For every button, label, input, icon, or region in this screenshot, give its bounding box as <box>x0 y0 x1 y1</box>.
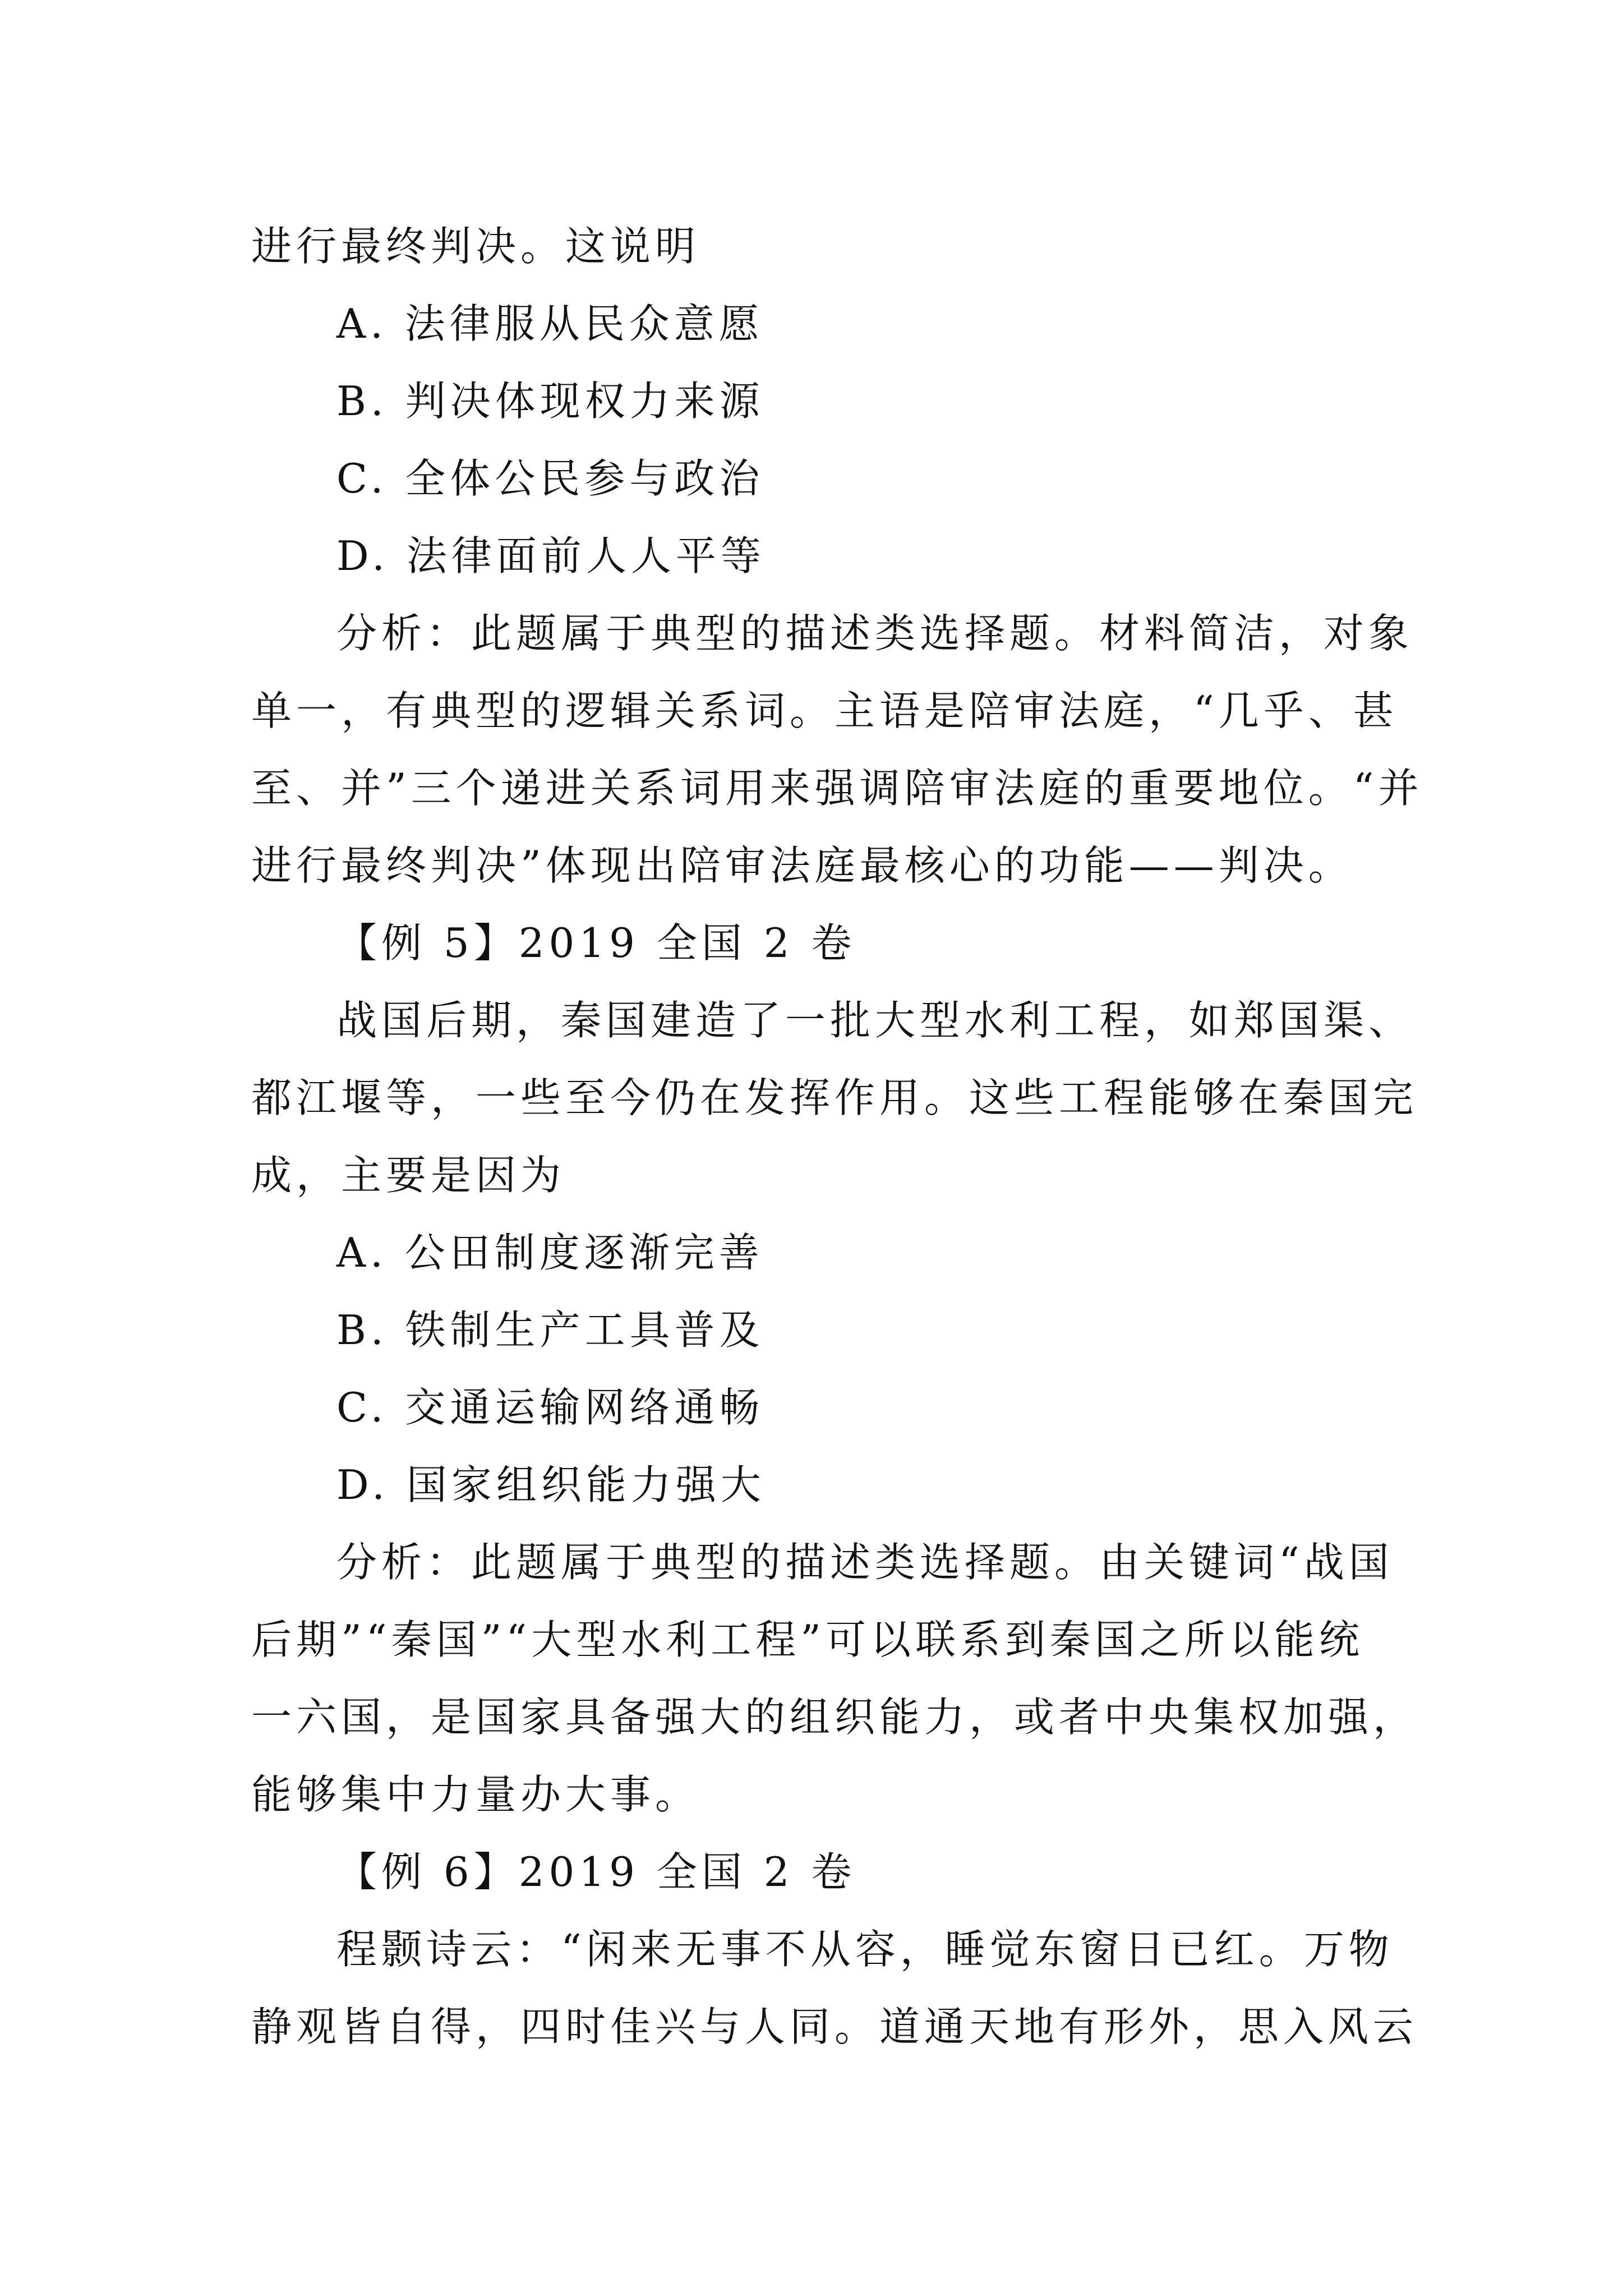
q4-option-b: B. 判决体现权力来源 <box>336 378 764 425</box>
q6-stem-line-2: 静观皆自得，四时佳兴与人同。道通天地有形外，思入风云 <box>251 2003 1418 2050</box>
q5-analysis-line-3: 一六国，是国家具备强大的组织能力，或者中央集权加强， <box>251 1694 1418 1741</box>
q5-option-d: D. 国家组织能力强大 <box>336 1461 766 1508</box>
q4-option-a: A. 法律服从民众意愿 <box>336 300 764 347</box>
q4-option-d: D. 法律面前人人平等 <box>336 532 766 579</box>
q4-stem-end: 进行最终判决。这说明 <box>251 223 700 270</box>
q4-analysis-line-2: 单一，有典型的逻辑关系词。主语是陪审法庭，“几乎、甚 <box>251 687 1398 734</box>
q5-stem-line-3: 成，主要是因为 <box>251 1152 566 1199</box>
q5-stem-line-2: 都江堰等，一些至今仍在发挥作用。这些工程能够在秦国完 <box>251 1074 1418 1121</box>
q5-analysis-line-4: 能够集中力量办大事。 <box>251 1771 700 1818</box>
q4-analysis-line-4: 进行最终判决”体现出陪审法庭最核心的功能——判决。 <box>251 842 1353 889</box>
q5-stem-line-1: 战国后期，秦国建造了一批大型水利工程，如郑国渠、 <box>336 997 1414 1044</box>
q5-analysis-line-2: 后期”“秦国”“大型水利工程”可以联系到秦国之所以能统 <box>251 1616 1364 1663</box>
q4-analysis-line-3: 至、并”三个递进关系词用来强调陪审法庭的重要地位。“并 <box>251 765 1423 812</box>
q4-option-c: C. 全体公民参与政治 <box>336 455 764 502</box>
q5-option-c: C. 交通运输网络通畅 <box>336 1384 764 1431</box>
q5-option-a: A. 公田制度逐渐完善 <box>336 1229 764 1276</box>
q6-stem-line-1: 程颢诗云：“闲来无事不从容，睡觉东窗日已红。万物 <box>336 1926 1394 1973</box>
q5-heading: 【例 5】2019 全国 2 卷 <box>336 919 856 967</box>
document-page <box>251 208 1423 2065</box>
q6-heading: 【例 6】2019 全国 2 卷 <box>336 1848 856 1895</box>
q5-option-b: B. 铁制生产工具普及 <box>336 1306 764 1354</box>
q5-analysis-line-1: 分析：此题属于典型的描述类选择题。由关键词“战国 <box>336 1539 1394 1586</box>
q4-analysis-line-1: 分析：此题属于典型的描述类选择题。材料简洁，对象 <box>336 610 1414 657</box>
